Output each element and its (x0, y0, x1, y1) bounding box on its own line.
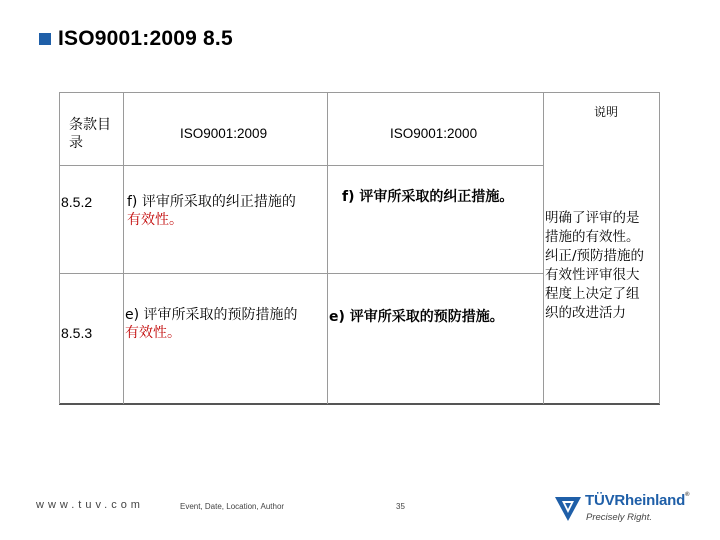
tuv-logo (553, 490, 693, 530)
logo-name-text: TÜVRheinland (585, 492, 686, 509)
row1-iso2009 (127, 193, 327, 229)
note-line: 措施的有效性。 (545, 229, 640, 245)
table-border-left (59, 92, 60, 404)
row2-iso2000: e) 评审所采取的预防措施。 (329, 309, 504, 325)
note-line: 织的改进活力 (545, 305, 626, 321)
logo-tagline: Precisely Right. (586, 512, 652, 523)
note-text (545, 209, 661, 323)
footer-meta: Event, Date, Location, Author (180, 502, 285, 511)
row1-iso2009-line2: 有效性。 (127, 212, 183, 228)
header-iso2009: ISO9001:2009 (180, 126, 268, 141)
row1-clause: 8.5.2 (61, 194, 93, 210)
note-line: 纠正/预防措施的 (545, 248, 645, 264)
logo-registered-mark: ® (685, 492, 690, 498)
tuv-triangle-icon (553, 493, 583, 523)
row2-iso2009-line1: e) 评审所采取的预防措施的 (125, 307, 298, 323)
note-line: 有效性评审很大 (545, 267, 640, 283)
row2-clause: 8.5.3 (61, 325, 93, 341)
header-note: 说明 (594, 105, 619, 119)
row-divider-header (59, 165, 544, 166)
row1-iso2000: f) 评审所采取的纠正措施。 (342, 189, 514, 205)
footer-url: www.tuv.com (36, 499, 144, 511)
title-bullet (39, 33, 51, 45)
table-border-top (59, 92, 660, 93)
row2-iso2009 (125, 306, 329, 342)
header-iso2000: ISO9001:2000 (390, 126, 478, 141)
page-number: 35 (396, 502, 405, 511)
logo-name (585, 492, 689, 509)
note-line: 程度上决定了组 (545, 286, 640, 302)
col-divider-2 (327, 92, 328, 404)
comparison-table (59, 92, 660, 404)
slide-title: ISO9001:2009 8.5 (58, 27, 233, 50)
row-divider-middle (59, 273, 544, 274)
row2-iso2009-line2: 有效性。 (125, 325, 181, 341)
header-clause: 条款目录 (69, 117, 111, 151)
col-divider-3 (543, 92, 544, 404)
col-divider-1 (123, 92, 124, 404)
row1-iso2009-line1: f) 评审所采取的纠正措施的 (127, 194, 296, 210)
note-line: 明确了评审的是 (545, 210, 640, 226)
table-border-bottom (59, 403, 660, 405)
